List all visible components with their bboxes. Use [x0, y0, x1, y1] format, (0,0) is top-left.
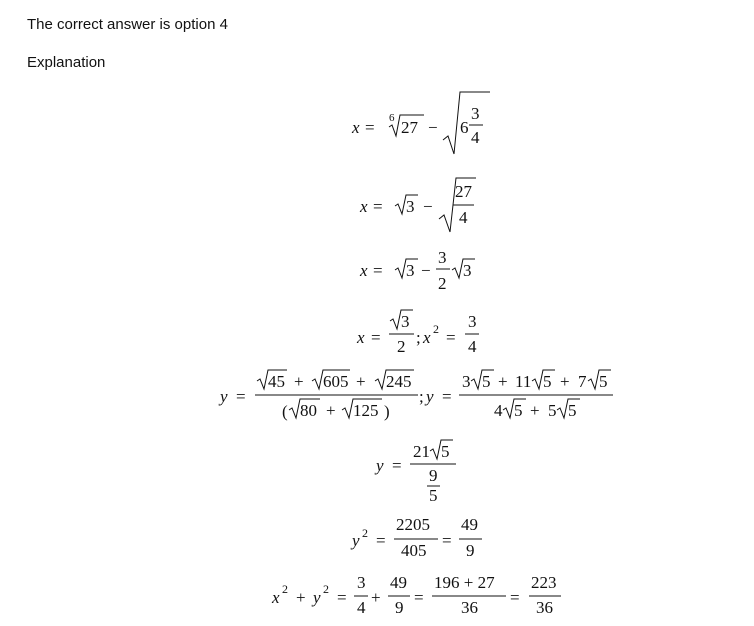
var-x: x [272, 588, 280, 607]
right-paren: ) [384, 402, 390, 421]
radicand-45: 45 [268, 372, 285, 391]
var-y: y [220, 387, 228, 406]
exponent: 2 [362, 526, 368, 540]
fraction-denominator: 36 [536, 598, 553, 617]
fraction-numerator: 27 [455, 182, 472, 201]
coefficient: 21 [413, 442, 430, 461]
equals-sign: = [392, 456, 402, 475]
coefficient: 5 [548, 401, 557, 420]
radicand-5: 5 [543, 372, 552, 391]
fraction-denominator: 4 [468, 337, 477, 356]
plus-sign: + [356, 372, 366, 391]
radicand-3: 3 [406, 197, 415, 216]
fraction-denominator: 4 [357, 598, 366, 617]
radicand-125: 125 [353, 401, 379, 420]
equals-sign: = [414, 588, 424, 607]
minus-sign: − [428, 118, 438, 137]
equation-line-8 [271, 573, 561, 617]
equals-sign: = [442, 531, 452, 550]
equation-line-5 [218, 370, 613, 421]
radicand-80: 80 [300, 401, 317, 420]
coefficient: 11 [515, 372, 532, 391]
radicand-5: 5 [514, 401, 523, 420]
fraction-numerator: 3 [357, 573, 366, 592]
fraction-denominator: 36 [461, 598, 478, 617]
semicolon: ; [419, 387, 424, 406]
radicand-245: 245 [386, 372, 412, 391]
fraction-denominator: 4 [471, 128, 480, 147]
semicolon: ; [416, 328, 421, 347]
radicand-3: 3 [463, 261, 472, 280]
var-y: y [376, 456, 384, 475]
radicand-27: 27 [401, 118, 418, 137]
plus-sign: + [296, 588, 306, 607]
fraction-denominator: 405 [401, 541, 427, 560]
radicand-5: 5 [599, 372, 608, 391]
plus-sign: + [560, 372, 570, 391]
plus-sign: + [371, 588, 381, 607]
fraction-numerator: 223 [531, 573, 557, 592]
minus-sign: − [421, 261, 431, 280]
coefficient: 3 [462, 372, 471, 391]
plus-sign: + [294, 372, 304, 391]
var-y: y [426, 387, 434, 406]
mixed-whole: 6 [460, 118, 469, 137]
exponent: 2 [282, 582, 288, 596]
radicand-3: 3 [401, 312, 410, 331]
fraction-denominator: 2 [438, 274, 447, 293]
fraction-numerator: 2205 [396, 515, 430, 534]
radicand-5: 5 [568, 401, 577, 420]
fraction-numerator: 49 [390, 573, 407, 592]
var-x: x [423, 328, 431, 347]
fraction-numerator: 3 [471, 104, 480, 123]
var-y: y [313, 588, 321, 607]
equals-sign: = [337, 588, 347, 607]
fraction-numerator: 3 [438, 248, 447, 267]
var-x: x [360, 197, 368, 216]
equals-sign: = [373, 197, 383, 216]
radicand-5: 5 [482, 372, 491, 391]
left-paren: ( [282, 402, 288, 421]
fraction-numerator: 49 [461, 515, 478, 534]
equals-sign: = [376, 531, 386, 550]
inner-numerator: 9 [429, 466, 438, 485]
coefficient: 4 [494, 401, 503, 420]
radicand-5: 5 [441, 442, 450, 461]
root-index: 6 [389, 112, 395, 124]
plus-sign: + [530, 401, 540, 420]
minus-sign: − [423, 197, 433, 216]
explanation-heading: Explanation [27, 54, 106, 71]
fraction-denominator: 4 [459, 208, 468, 227]
equals-sign: = [236, 387, 246, 406]
exponent: 2 [323, 582, 329, 596]
equals-sign: = [365, 118, 375, 137]
equals-sign: = [371, 328, 381, 347]
exponent: 2 [433, 322, 439, 336]
equation-line-3 [359, 248, 475, 293]
equals-sign: = [446, 328, 456, 347]
equation-line-4 [356, 310, 479, 356]
radicand-605: 605 [323, 372, 349, 391]
answer-statement: The correct answer is option 4 [27, 16, 228, 33]
inner-denominator: 5 [429, 486, 438, 505]
fraction-denominator: 9 [395, 598, 404, 617]
plus-sign: + [498, 372, 508, 391]
fraction-denominator: 9 [466, 541, 475, 560]
fraction-numerator: 196 + 27 [434, 573, 495, 592]
var-x: x [357, 328, 365, 347]
fraction-denominator: 2 [397, 337, 406, 356]
var-y: y [352, 531, 360, 550]
var-x: x [352, 118, 360, 137]
equals-sign: = [373, 261, 383, 280]
coefficient: 7 [578, 372, 587, 391]
var-x: x [360, 261, 368, 280]
equation-line-1 [351, 92, 490, 154]
equation-line-6 [374, 440, 456, 505]
equation-line-7 [350, 515, 482, 560]
equation-line-2 [359, 178, 476, 232]
radicand-3: 3 [406, 261, 415, 280]
plus-sign: + [326, 401, 336, 420]
equals-sign: = [510, 588, 520, 607]
equals-sign: = [442, 387, 452, 406]
fraction-numerator: 3 [468, 312, 477, 331]
